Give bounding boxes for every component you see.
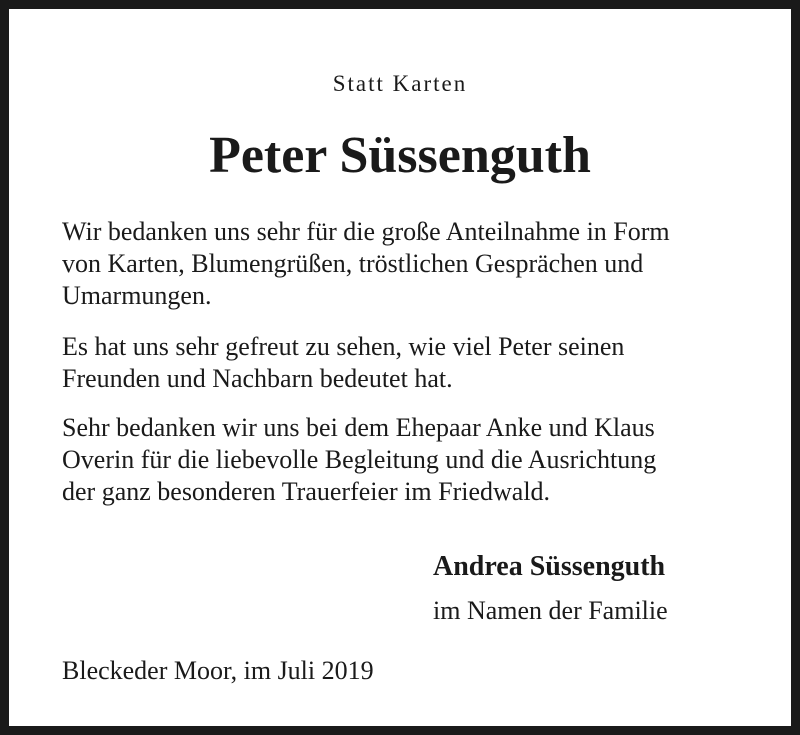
signer-role: im Namen der Familie bbox=[433, 596, 668, 625]
thanks-paragraph-3 bbox=[62, 412, 762, 508]
paragraph-line: Overin für die liebevolle Begleitung und die Ausrichtung bbox=[62, 445, 657, 474]
paragraph-line: Wir bedanken uns sehr für die große Anteilnahme in Form bbox=[62, 217, 670, 246]
signer-name: Andrea Süssenguth bbox=[433, 551, 666, 582]
paragraph-line: von Karten, Blumengrüßen, tröstlichen Gesprächen und bbox=[62, 249, 644, 278]
paragraph-line: Es hat uns sehr gefreut zu sehen, wie viel Peter seinen bbox=[62, 332, 625, 361]
paragraph-line: Umarmungen. bbox=[62, 281, 212, 310]
thanks-paragraph-1 bbox=[62, 216, 762, 312]
deceased-name: Peter Süssenguth bbox=[209, 127, 591, 184]
place-date: Bleckeder Moor, im Juli 2019 bbox=[62, 656, 374, 685]
paragraph-line: Sehr bedanken wir uns bei dem Ehepaar Anke und Klaus bbox=[62, 413, 655, 442]
paragraph-line: der ganz besonderen Trauerfeier im Friedwald. bbox=[62, 477, 551, 506]
paragraph-line: Freunden und Nachbarn bedeutet hat. bbox=[62, 364, 453, 393]
notice-eyebrow: Statt Karten bbox=[332, 71, 468, 96]
thanks-paragraph-2 bbox=[62, 331, 762, 395]
